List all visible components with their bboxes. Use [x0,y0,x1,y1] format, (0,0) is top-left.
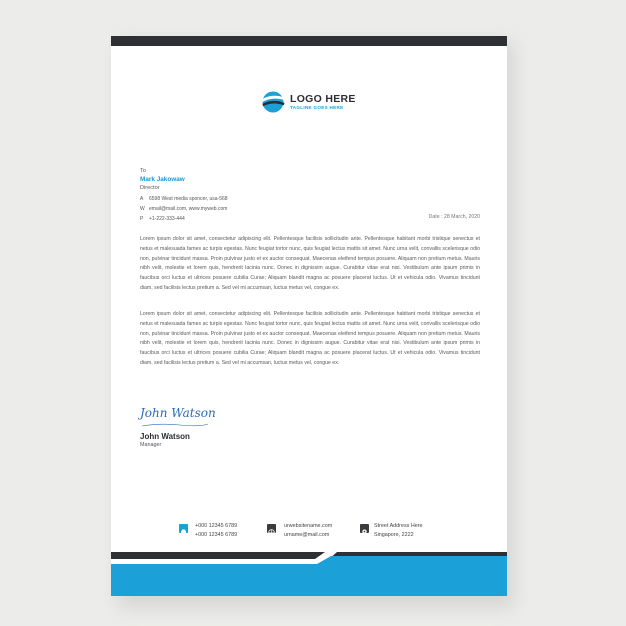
top-dark-bar [111,36,507,46]
logo-title: LOGO HERE [290,93,356,105]
signature-underline [140,422,210,428]
web-key: W [140,206,145,212]
logo [261,90,371,116]
web-value: email@mail.com, www.myweb.com [149,206,228,212]
address-value: 6598 West media sponcer, usa-568 [149,196,228,202]
footer-phone-2: +000 12345 6789 [195,532,238,538]
recipient-web [140,206,227,212]
footer-phone-1: +000 12345 6789 [195,523,238,529]
body-paragraph-1: Lorem ipsum dolor sit amet, consectetur adipiscing elit. Pellentesque facilisis sollicitudin ante. Pellentesque habitant morbi tristique senectus et netus et malesuada fames ac turpis egestas. Nunc feugiat tortor nunc, quis feugiat lectus mattis sit amet. Nunc urna velit, convallis scelerisque odio non, pulvinar tincidunt massa. Proin pulvinar justo et ex auctor consequat. Maecenas eleifend tempus posuere. Aliquam non pretium metus. Mauris nibh velit, molestie et lorem quis, hendrerit lacinia nunc. Donec in dignissim augue. Curabitur vitae erat nisi. Vestibulum ante ipsum primis in faucibus orci luctus et ultrices posuere cubilia Curae; Aliquam blandit magna ac posuere placerat luctus. Ut et vehicula odio. Vivamus tincidunt diam, sed facilisis lectus pretium a. Sed vel mi accumsan, luctus metus vel, congue ex. [140,236,480,291]
phone-value: +1-222-333-444 [149,216,185,222]
letter-date: Date : 28 March, 2020 [428,214,480,220]
footer-website: urwebsitename.com [284,523,333,529]
phone-key: P [140,216,144,222]
to-label: To [140,168,146,174]
footer-city: Singapore, 2222 [374,532,414,538]
recipient-address [140,196,228,202]
recipient-phone [140,216,185,222]
bottom-accent-band [111,552,507,596]
signatory-role: Manager [140,442,162,448]
body-paragraph-2: Lorem ipsum dolor sit amet, consectetur adipiscing elit. Pellentesque facilisis sollicitudin ante. Pellentesque habitant morbi tristique senectus et netus et malesuada fames ac turpis egestas. Nunc feugiat tortor nunc, quis feugiat lectus mattis sit amet. Nunc urna velit, convallis scelerisque odio non, pulvinar tincidunt massa. Proin pulvinar justo et ex auctor consequat. Maecenas eleifend tempus posuere. Aliquam non pretium metus. Mauris nibh velit, molestie et lorem quis, hendrerit lacinia nunc. Donec in dignissim augue. Curabitur vitae erat nisi. Vestibulum ante ipsum primis in faucibus orci luctus et ultrices posuere cubilia Curae; Aliquam blandit magna ac posuere placerat luctus. Ut et vehicula odio. Vivamus tincidunt diam, sed facilisis lectus pretium a. Sed vel mi accumsan, luctus metus vel, congue ex. [140,311,480,366]
signatory-name: John Watson [140,432,190,441]
footer-email: urname@mail.com [284,532,330,538]
phone-icon [179,524,188,533]
address-key: A [140,196,144,202]
recipient-role: Director [140,185,160,191]
globe-swoosh-logo-icon [261,90,285,114]
globe-icon [267,524,276,533]
footer-street: Street Address Here [374,523,423,529]
recipient-name: Mark Jakowaw [140,176,185,183]
letterhead-page [111,36,507,596]
handwritten-signature: John Watson [140,406,216,420]
logo-tagline: TAGLINE GOES HERE [290,105,344,110]
map-pin-icon [360,524,369,533]
